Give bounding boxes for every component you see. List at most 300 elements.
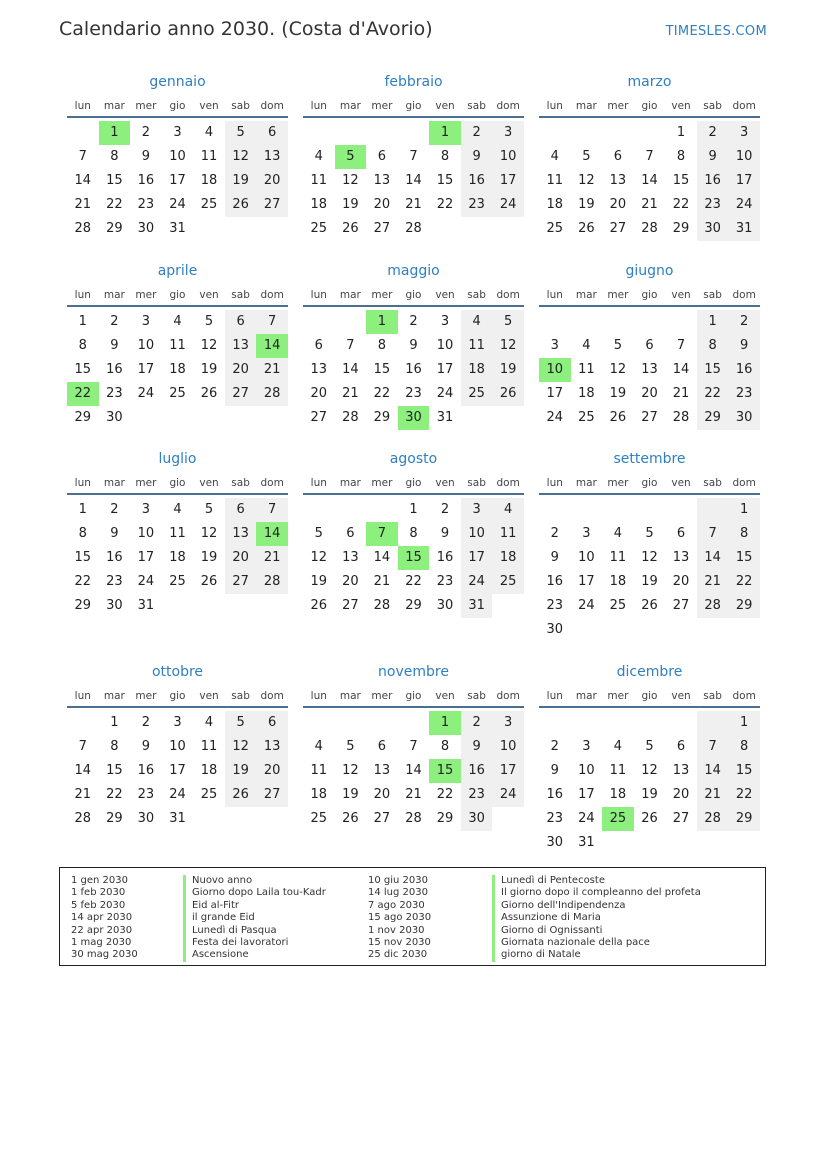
day-cell: 28 bbox=[405, 221, 422, 236]
weekday-label: mar bbox=[339, 690, 361, 702]
day-cell-empty bbox=[571, 618, 603, 642]
legend-date: 15 nov 2030 bbox=[368, 937, 431, 949]
day-cell: 12 bbox=[200, 338, 218, 353]
weekday-header bbox=[303, 99, 524, 118]
weekday-label: dom bbox=[732, 289, 756, 301]
day-cell: 31 bbox=[436, 410, 454, 425]
week-row bbox=[303, 406, 524, 430]
day-cell: 20 bbox=[373, 787, 391, 802]
day-cell: 20 bbox=[342, 574, 359, 589]
day-cell: 9 bbox=[461, 735, 493, 759]
day-cell: 18 bbox=[169, 550, 186, 565]
day-cell: 16 bbox=[137, 763, 155, 778]
day-cell: 6 bbox=[346, 526, 355, 541]
day-cell-empty bbox=[602, 618, 634, 642]
week-row bbox=[539, 334, 760, 358]
day-cell: 12 bbox=[310, 550, 328, 565]
day-cell: 10 bbox=[461, 522, 493, 546]
weekday-label: sab bbox=[703, 690, 722, 702]
day-cell-empty bbox=[602, 310, 634, 334]
day-cell: 31 bbox=[169, 221, 186, 236]
day-cell-empty bbox=[225, 217, 257, 241]
day-cell-empty bbox=[193, 406, 225, 430]
day-cell: 18 bbox=[609, 787, 627, 802]
day-cell: 3 bbox=[173, 715, 182, 730]
day-cell: 4 bbox=[492, 498, 524, 522]
week-row bbox=[539, 310, 760, 334]
day-cell: 20 bbox=[641, 386, 658, 401]
day-cell: 17 bbox=[578, 574, 595, 589]
day-cell: 20 bbox=[609, 197, 627, 212]
day-cell: 5 bbox=[492, 310, 524, 334]
day-cell: 19 bbox=[225, 759, 257, 783]
day-cell: 30 bbox=[436, 598, 454, 613]
weekday-label: dom bbox=[732, 477, 756, 489]
day-cell: 14 bbox=[672, 362, 690, 377]
month-name: aprile bbox=[157, 263, 198, 279]
day-cell: 27 bbox=[609, 221, 627, 236]
day-cell-empty bbox=[366, 498, 398, 522]
day-cell: 3 bbox=[582, 739, 591, 754]
legend-holiday-name: Il giorno dopo il compleanno del profeta bbox=[492, 887, 701, 899]
day-cell: 10 bbox=[137, 526, 155, 541]
day-cell-empty bbox=[67, 711, 99, 735]
day-cell: 29 bbox=[106, 811, 123, 826]
week-row bbox=[539, 145, 760, 169]
day-cell: 25 bbox=[310, 221, 328, 236]
day-cell: 2 bbox=[697, 121, 729, 145]
day-cell: 2 bbox=[141, 125, 151, 140]
day-cell: 26 bbox=[310, 598, 328, 613]
day-cell: 7 bbox=[645, 149, 654, 164]
day-cell: 17 bbox=[492, 169, 524, 193]
day-cell-empty bbox=[634, 498, 666, 522]
legend-dates-right bbox=[368, 875, 431, 962]
day-cell: 26 bbox=[641, 598, 658, 613]
day-cell: 18 bbox=[200, 763, 218, 778]
weekday-label: lun bbox=[546, 477, 563, 489]
day-cell: 28 bbox=[697, 594, 729, 618]
weekday-label: mar bbox=[575, 100, 597, 112]
day-cell-empty bbox=[492, 217, 524, 241]
site-link[interactable]: TIMESLES.COM bbox=[665, 24, 767, 39]
legend-names-right bbox=[492, 875, 701, 962]
day-cell: 14 bbox=[697, 546, 729, 570]
day-cell: 4 bbox=[613, 526, 623, 541]
day-cell: 5 bbox=[645, 739, 654, 754]
weekday-label: mer bbox=[135, 289, 157, 301]
day-cell-empty bbox=[539, 498, 571, 522]
day-cell: 26 bbox=[342, 221, 359, 236]
weekday-label: dom bbox=[260, 690, 284, 702]
day-cell: 6 bbox=[613, 149, 623, 164]
day-cell: 1 bbox=[78, 314, 87, 329]
day-cell: 6 bbox=[377, 739, 387, 754]
weekday-label: mer bbox=[135, 100, 157, 112]
day-cell: 13 bbox=[609, 173, 627, 188]
day-cell: 9 bbox=[461, 145, 493, 169]
day-cell-empty bbox=[461, 217, 493, 241]
day-cell: 24 bbox=[578, 598, 595, 613]
day-cell-empty bbox=[539, 121, 571, 145]
day-cell: 13 bbox=[373, 763, 391, 778]
day-cell: 21 bbox=[342, 386, 359, 401]
day-cell: 4 bbox=[204, 125, 214, 140]
day-cell: 9 bbox=[550, 763, 559, 778]
day-cell: 25 bbox=[200, 787, 218, 802]
legend-holiday-name: giorno di Natale bbox=[492, 949, 701, 961]
day-cell: 29 bbox=[106, 221, 123, 236]
week-row bbox=[67, 594, 288, 618]
day-cell: 28 bbox=[697, 807, 729, 831]
day-cell: 13 bbox=[256, 145, 288, 169]
day-cell: 24 bbox=[728, 193, 760, 217]
day-cell: 23 bbox=[106, 386, 123, 401]
day-cell: 15 bbox=[672, 173, 690, 188]
weekday-label: lun bbox=[74, 289, 91, 301]
day-cell: 29 bbox=[74, 410, 92, 425]
legend-date: 25 dic 2030 bbox=[368, 949, 428, 961]
day-cell: 14 bbox=[697, 759, 729, 783]
week-row bbox=[539, 618, 760, 642]
day-cell: 18 bbox=[609, 574, 627, 589]
weekday-label: dom bbox=[260, 477, 284, 489]
week-row bbox=[67, 546, 288, 570]
weekday-label: sab bbox=[231, 289, 250, 301]
day-cell: 6 bbox=[256, 121, 288, 145]
day-cell: 23 bbox=[137, 197, 155, 212]
day-cell: 20 bbox=[310, 386, 328, 401]
week-row bbox=[539, 807, 760, 831]
legend-holiday-name: Nuovo anno bbox=[183, 875, 326, 887]
day-cell: 17 bbox=[137, 362, 155, 377]
month-giugno bbox=[539, 262, 760, 430]
day-cell: 19 bbox=[609, 386, 627, 401]
day-cell: 5 bbox=[346, 739, 355, 754]
day-cell: 31 bbox=[169, 811, 186, 826]
day-cell-empty bbox=[571, 498, 603, 522]
day-cell-empty bbox=[697, 498, 729, 522]
day-cell: 4 bbox=[314, 739, 323, 754]
day-cell: 28 bbox=[405, 811, 422, 826]
weekday-label: gio bbox=[405, 100, 422, 112]
weekday-label: gio bbox=[405, 477, 422, 489]
day-cell: 23 bbox=[546, 811, 564, 826]
day-cell: 29 bbox=[728, 807, 760, 831]
legend-dates-left bbox=[71, 875, 138, 962]
day-cell: 16 bbox=[728, 358, 760, 382]
day-cell-empty bbox=[728, 831, 760, 855]
day-cell: 19 bbox=[342, 197, 359, 212]
day-cell: 8 bbox=[728, 735, 760, 759]
weekday-label: mer bbox=[607, 477, 629, 489]
day-cell-empty bbox=[665, 310, 697, 334]
day-cell: 12 bbox=[492, 334, 524, 358]
day-cell-empty bbox=[256, 594, 288, 618]
weekday-label: ven bbox=[671, 100, 691, 112]
week-row bbox=[67, 406, 288, 430]
day-cell: 25 bbox=[169, 574, 186, 589]
weekday-label: sab bbox=[467, 100, 486, 112]
day-cell: 9 bbox=[141, 739, 151, 754]
week-row bbox=[303, 121, 524, 145]
day-cell: 15 bbox=[728, 759, 760, 783]
day-cell-empty bbox=[665, 711, 697, 735]
month-name: giugno bbox=[625, 263, 674, 279]
day-cell-empty bbox=[256, 807, 288, 831]
legend-names-left bbox=[183, 875, 326, 962]
day-cell-empty bbox=[602, 121, 634, 145]
holiday-legend bbox=[59, 867, 766, 966]
day-cell: 11 bbox=[609, 763, 627, 778]
weekday-label: lun bbox=[74, 690, 91, 702]
day-cell: 2 bbox=[728, 310, 760, 334]
day-cell-empty bbox=[193, 217, 225, 241]
week-row bbox=[303, 334, 524, 358]
day-cell: 21 bbox=[373, 574, 391, 589]
weekday-label: dom bbox=[496, 100, 520, 112]
day-cell-empty bbox=[366, 711, 398, 735]
month-maggio bbox=[303, 262, 524, 430]
legend-date: 1 gen 2030 bbox=[71, 875, 129, 886]
month-dicembre bbox=[539, 663, 760, 855]
day-cell-empty bbox=[162, 594, 194, 618]
legend-date: 30 mag 2030 bbox=[71, 949, 138, 961]
week-row bbox=[67, 358, 288, 382]
day-cell: 5 bbox=[204, 314, 214, 329]
day-cell: 7 bbox=[78, 149, 87, 164]
day-cell: 17 bbox=[436, 362, 454, 377]
day-cell: 3 bbox=[492, 711, 524, 735]
day-cell-empty bbox=[461, 406, 493, 430]
day-cell-empty bbox=[67, 121, 99, 145]
day-cell: 27 bbox=[225, 382, 257, 406]
day-cell: 27 bbox=[641, 410, 658, 425]
day-cell: 10 bbox=[137, 338, 155, 353]
month-ottobre bbox=[67, 663, 288, 831]
day-cell: 23 bbox=[436, 574, 454, 589]
day-cell: 6 bbox=[225, 310, 257, 334]
day-cell: 18 bbox=[169, 362, 186, 377]
day-cell: 11 bbox=[169, 526, 186, 541]
month-novembre bbox=[303, 663, 524, 831]
week-row bbox=[67, 382, 288, 406]
day-cell: 22 bbox=[728, 570, 760, 594]
day-cell: 29 bbox=[373, 410, 391, 425]
legend-date: 14 lug 2030 bbox=[368, 887, 428, 899]
day-cell: 10 bbox=[728, 145, 760, 169]
day-cell: 1 bbox=[78, 502, 87, 517]
week-row bbox=[67, 193, 288, 217]
day-cell: 3 bbox=[440, 314, 450, 329]
weekday-label: ven bbox=[435, 100, 455, 112]
month-name: luglio bbox=[158, 451, 197, 467]
day-cell: 22 bbox=[436, 197, 454, 212]
day-cell-empty bbox=[697, 711, 729, 735]
day-cell: 18 bbox=[310, 197, 328, 212]
day-cell: 12 bbox=[641, 763, 658, 778]
weekday-label: mer bbox=[135, 690, 157, 702]
day-cell: 25 bbox=[310, 811, 328, 826]
day-cell: 12 bbox=[578, 173, 595, 188]
day-cell: 2 bbox=[461, 711, 493, 735]
day-cell: 27 bbox=[672, 598, 690, 613]
holiday-day-cell: 1 bbox=[429, 121, 461, 145]
week-row bbox=[303, 783, 524, 807]
day-cell: 20 bbox=[373, 197, 391, 212]
week-row bbox=[67, 498, 288, 522]
day-cell: 3 bbox=[728, 121, 760, 145]
day-cell-empty bbox=[492, 406, 524, 430]
day-cell: 23 bbox=[697, 193, 729, 217]
day-cell: 4 bbox=[204, 715, 214, 730]
day-cell: 10 bbox=[492, 735, 524, 759]
day-cell-empty bbox=[602, 711, 634, 735]
day-cell: 16 bbox=[697, 169, 729, 193]
day-cell-empty bbox=[665, 498, 697, 522]
day-cell-empty bbox=[366, 121, 398, 145]
week-row bbox=[67, 711, 288, 735]
day-cell: 19 bbox=[641, 574, 658, 589]
day-cell: 5 bbox=[225, 711, 257, 735]
weekday-label: sab bbox=[467, 477, 486, 489]
holiday-day-cell: 5 bbox=[335, 145, 367, 169]
day-cell: 27 bbox=[256, 193, 288, 217]
day-cell: 20 bbox=[225, 358, 257, 382]
day-cell-empty bbox=[492, 807, 524, 831]
day-cell: 1 bbox=[110, 715, 119, 730]
day-cell-empty bbox=[602, 831, 634, 855]
day-cell: 20 bbox=[225, 546, 257, 570]
day-cell: 23 bbox=[728, 382, 760, 406]
weekday-label: ven bbox=[435, 289, 455, 301]
weekday-label: mar bbox=[575, 690, 597, 702]
weekday-header bbox=[303, 288, 524, 307]
day-cell: 17 bbox=[461, 546, 493, 570]
day-cell: 7 bbox=[409, 149, 418, 164]
day-cell: 16 bbox=[461, 759, 493, 783]
week-row bbox=[539, 358, 760, 382]
legend-holiday-name: Giorno dopo Laila tou-Kadr bbox=[183, 887, 326, 899]
day-cell: 13 bbox=[310, 362, 328, 377]
week-row bbox=[539, 406, 760, 430]
day-cell: 18 bbox=[200, 173, 218, 188]
day-cell: 14 bbox=[74, 173, 92, 188]
weekday-label: mar bbox=[575, 477, 597, 489]
day-cell: 13 bbox=[672, 763, 690, 778]
day-cell: 8 bbox=[377, 338, 387, 353]
holiday-day-cell: 1 bbox=[99, 121, 131, 145]
day-cell: 13 bbox=[256, 735, 288, 759]
day-cell: 4 bbox=[613, 739, 623, 754]
day-cell: 17 bbox=[492, 759, 524, 783]
day-cell: 30 bbox=[461, 807, 493, 831]
day-cell: 2 bbox=[550, 526, 559, 541]
day-cell: 8 bbox=[728, 522, 760, 546]
day-cell: 30 bbox=[546, 835, 564, 850]
day-cell: 24 bbox=[137, 386, 155, 401]
day-cell: 9 bbox=[550, 550, 559, 565]
day-cell: 5 bbox=[314, 526, 323, 541]
day-cell: 4 bbox=[582, 338, 591, 353]
day-cell: 21 bbox=[641, 197, 658, 212]
weekday-label: mar bbox=[103, 100, 125, 112]
legend-holiday-name: Giorno dell'Indipendenza bbox=[492, 900, 701, 912]
weekday-label: gio bbox=[405, 690, 422, 702]
legend-date: 14 apr 2030 bbox=[71, 912, 133, 924]
day-cell: 19 bbox=[641, 787, 658, 802]
week-row bbox=[303, 498, 524, 522]
day-cell: 18 bbox=[461, 358, 493, 382]
week-row bbox=[303, 217, 524, 241]
day-cell: 10 bbox=[436, 338, 454, 353]
day-cell: 15 bbox=[106, 173, 123, 188]
day-cell: 26 bbox=[492, 382, 524, 406]
day-cell: 25 bbox=[169, 386, 186, 401]
weekday-label: lun bbox=[310, 477, 327, 489]
day-cell: 2 bbox=[440, 502, 450, 517]
weekday-label: mer bbox=[607, 690, 629, 702]
day-cell: 11 bbox=[169, 338, 186, 353]
day-cell: 24 bbox=[436, 386, 454, 401]
day-cell-empty bbox=[634, 618, 666, 642]
day-cell-empty bbox=[697, 618, 729, 642]
day-cell: 8 bbox=[676, 149, 686, 164]
day-cell: 16 bbox=[106, 362, 123, 377]
day-cell: 5 bbox=[204, 502, 214, 517]
day-cell: 7 bbox=[346, 338, 355, 353]
day-cell: 9 bbox=[110, 338, 119, 353]
weekday-label: mer bbox=[607, 100, 629, 112]
day-cell: 30 bbox=[728, 406, 760, 430]
weekday-label: lun bbox=[310, 100, 327, 112]
day-cell: 6 bbox=[256, 711, 288, 735]
day-cell: 3 bbox=[550, 338, 559, 353]
week-row bbox=[303, 570, 524, 594]
day-cell-empty bbox=[602, 498, 634, 522]
page-title: Calendario anno 2030. (Costa d'Avorio) bbox=[59, 18, 433, 40]
legend-holiday-name: Lunedì di Pentecoste bbox=[492, 875, 701, 887]
day-cell: 28 bbox=[256, 570, 288, 594]
day-cell: 9 bbox=[110, 526, 119, 541]
day-cell: 19 bbox=[492, 358, 524, 382]
week-row bbox=[539, 522, 760, 546]
day-cell: 16 bbox=[137, 173, 155, 188]
day-cell: 5 bbox=[582, 149, 591, 164]
day-cell: 9 bbox=[728, 334, 760, 358]
day-cell: 19 bbox=[578, 197, 595, 212]
weekday-label: dom bbox=[260, 289, 284, 301]
day-cell: 14 bbox=[373, 550, 391, 565]
weekday-label: mar bbox=[575, 289, 597, 301]
day-cell: 15 bbox=[373, 362, 391, 377]
day-cell-empty bbox=[225, 594, 257, 618]
weekday-label: sab bbox=[703, 100, 722, 112]
day-cell-empty bbox=[303, 498, 335, 522]
week-row bbox=[303, 546, 524, 570]
month-name: ottobre bbox=[151, 664, 204, 680]
day-cell: 21 bbox=[405, 197, 422, 212]
weekday-label: mer bbox=[371, 477, 393, 489]
day-cell: 1 bbox=[697, 310, 729, 334]
day-cell: 9 bbox=[141, 149, 151, 164]
weekday-label: lun bbox=[310, 289, 327, 301]
day-cell-empty bbox=[162, 406, 194, 430]
day-cell: 28 bbox=[672, 410, 690, 425]
day-cell: 14 bbox=[405, 173, 422, 188]
weekday-header bbox=[539, 99, 760, 118]
day-cell: 6 bbox=[314, 338, 323, 353]
